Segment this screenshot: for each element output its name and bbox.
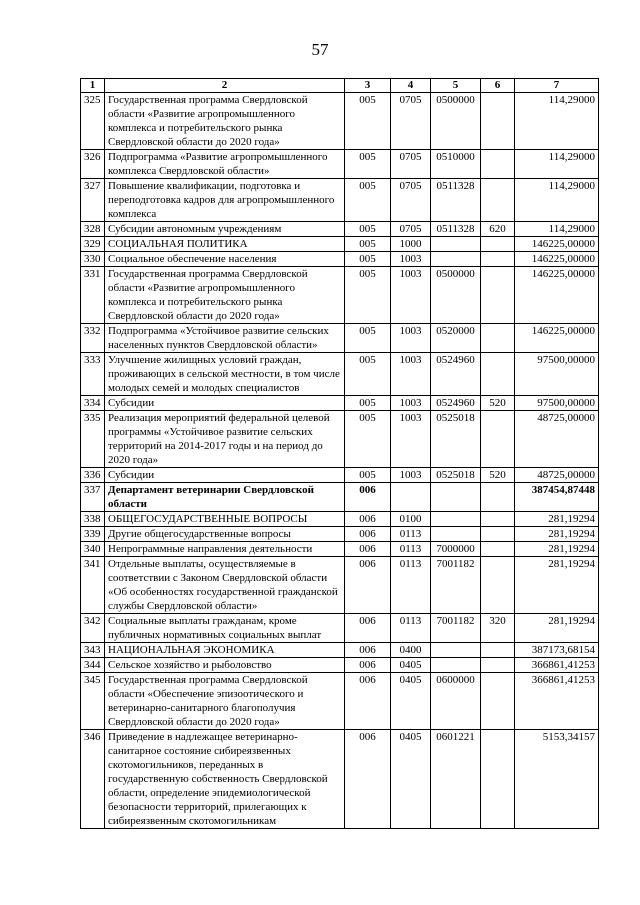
- row-number: 346: [81, 730, 105, 829]
- table-row: [81, 324, 599, 353]
- row-name: Государственная программа Свердловской области «Развитие агропромышленного комплекса и потребительского рынка Свердловской области до 2020 года»: [105, 93, 345, 150]
- row-amount: 281,19294: [515, 542, 599, 557]
- table-body: [81, 93, 599, 829]
- table-row: [81, 252, 599, 267]
- row-section-code: 0405: [391, 658, 431, 673]
- row-ministry-code: 006: [345, 658, 391, 673]
- table-row: [81, 267, 599, 324]
- column-header: 2: [105, 79, 345, 93]
- row-section-code: 0113: [391, 557, 431, 614]
- row-number: 335: [81, 411, 105, 468]
- row-ministry-code: 005: [345, 396, 391, 411]
- row-name: Приведение в надлежащее ветеринарно-санитарное состояние сибиреязвенных скотомогильников, переданных в государственную собственность Свердловской области, определение эпидемиологической безопасности территорий, прилегающих к сибиреязвенным скотомогильникам: [105, 730, 345, 829]
- row-expense-type-code: [481, 150, 515, 179]
- table-header-row: [81, 79, 599, 93]
- row-name: Другие общегосударственные вопросы: [105, 527, 345, 542]
- table-row: [81, 512, 599, 527]
- row-expense-type-code: [481, 353, 515, 396]
- row-name: Реализация мероприятий федеральной целевой программы «Устойчивое развитие сельских территорий на 2014-2017 годы и на период до 2020 года»: [105, 411, 345, 468]
- row-name: Отдельные выплаты, осуществляемые в соответствии с Законом Свердловской области «Об особенностях государственной гражданской службы Свердловской области»: [105, 557, 345, 614]
- row-amount: 366861,41253: [515, 658, 599, 673]
- row-target-code: 7001182: [431, 557, 481, 614]
- column-header: 3: [345, 79, 391, 93]
- row-section-code: 0113: [391, 614, 431, 643]
- row-name: Подпрограмма «Устойчивое развитие сельских населенных пунктов Свердловской области»: [105, 324, 345, 353]
- row-number: 336: [81, 468, 105, 483]
- row-expense-type-code: [481, 542, 515, 557]
- row-name: Государственная программа Свердловской области «Обеспечение эпизоотического и ветеринарно-санитарного благополучия Свердловской области до 2020 года»: [105, 673, 345, 730]
- row-number: 329: [81, 237, 105, 252]
- row-ministry-code: 005: [345, 237, 391, 252]
- row-amount: 114,29000: [515, 93, 599, 150]
- row-section-code: 1003: [391, 468, 431, 483]
- row-target-code: 7000000: [431, 542, 481, 557]
- row-expense-type-code: [481, 673, 515, 730]
- row-target-code: 7001182: [431, 614, 481, 643]
- row-target-code: 0524960: [431, 396, 481, 411]
- row-ministry-code: 005: [345, 324, 391, 353]
- row-amount: 146225,00000: [515, 267, 599, 324]
- row-ministry-code: 006: [345, 614, 391, 643]
- row-section-code: 1000: [391, 237, 431, 252]
- row-section-code: [391, 483, 431, 512]
- table-row: [81, 673, 599, 730]
- row-name: Социальные выплаты гражданам, кроме публичных нормативных социальных выплат: [105, 614, 345, 643]
- row-name: Непрограммные направления деятельности: [105, 542, 345, 557]
- row-amount: 5153,34157: [515, 730, 599, 829]
- row-amount: 97500,00000: [515, 396, 599, 411]
- row-expense-type-code: [481, 252, 515, 267]
- row-amount: 146225,00000: [515, 324, 599, 353]
- row-ministry-code: 006: [345, 527, 391, 542]
- row-expense-type-code: [481, 512, 515, 527]
- row-number: 326: [81, 150, 105, 179]
- row-section-code: 0705: [391, 222, 431, 237]
- row-expense-type-code: [481, 658, 515, 673]
- row-section-code: 1003: [391, 411, 431, 468]
- budget-table: [80, 78, 599, 829]
- row-amount: 281,19294: [515, 557, 599, 614]
- row-ministry-code: 005: [345, 468, 391, 483]
- table-row: [81, 542, 599, 557]
- row-expense-type-code: [481, 557, 515, 614]
- table-row: [81, 658, 599, 673]
- row-ministry-code: 006: [345, 557, 391, 614]
- row-ministry-code: 005: [345, 353, 391, 396]
- row-section-code: 0405: [391, 673, 431, 730]
- row-number: 338: [81, 512, 105, 527]
- row-name: Субсидии: [105, 468, 345, 483]
- row-amount: 146225,00000: [515, 252, 599, 267]
- row-expense-type-code: [481, 483, 515, 512]
- row-expense-type-code: [481, 93, 515, 150]
- row-name: Субсидии: [105, 396, 345, 411]
- row-ministry-code: 006: [345, 673, 391, 730]
- row-name: Государственная программа Свердловской области «Развитие агропромышленного комплекса и потребительского рынка Свердловской области до 2020 года»: [105, 267, 345, 324]
- table-row: [81, 150, 599, 179]
- row-name: Подпрограмма «Развитие агропромышленного комплекса Свердловской области»: [105, 150, 345, 179]
- row-number: 327: [81, 179, 105, 222]
- row-expense-type-code: [481, 411, 515, 468]
- row-expense-type-code: [481, 267, 515, 324]
- row-number: 331: [81, 267, 105, 324]
- row-number: 342: [81, 614, 105, 643]
- row-expense-type-code: [481, 324, 515, 353]
- row-ministry-code: 005: [345, 252, 391, 267]
- row-amount: 114,29000: [515, 222, 599, 237]
- table-row: [81, 411, 599, 468]
- row-expense-type-code: [481, 527, 515, 542]
- row-number: 330: [81, 252, 105, 267]
- row-target-code: 0524960: [431, 353, 481, 396]
- row-number: 325: [81, 93, 105, 150]
- row-name: Сельское хозяйство и рыболовство: [105, 658, 345, 673]
- row-amount: 366861,41253: [515, 673, 599, 730]
- table-row: [81, 643, 599, 658]
- column-header: 5: [431, 79, 481, 93]
- row-ministry-code: 005: [345, 411, 391, 468]
- column-header: 7: [515, 79, 599, 93]
- table-row: [81, 237, 599, 252]
- column-header: 4: [391, 79, 431, 93]
- table-row: [81, 730, 599, 829]
- row-target-code: 0525018: [431, 468, 481, 483]
- row-target-code: 0601221: [431, 730, 481, 829]
- row-section-code: 0705: [391, 150, 431, 179]
- row-target-code: 0510000: [431, 150, 481, 179]
- row-name: Департамент ветеринарии Свердловской области: [105, 483, 345, 512]
- row-expense-type-code: 520: [481, 396, 515, 411]
- row-target-code: 0500000: [431, 267, 481, 324]
- row-section-code: 1003: [391, 324, 431, 353]
- row-ministry-code: 006: [345, 730, 391, 829]
- column-header: 1: [81, 79, 105, 93]
- row-amount: 114,29000: [515, 150, 599, 179]
- table-row: [81, 93, 599, 150]
- row-number: 340: [81, 542, 105, 557]
- row-number: 345: [81, 673, 105, 730]
- row-amount: 281,19294: [515, 614, 599, 643]
- row-expense-type-code: 520: [481, 468, 515, 483]
- table-row: [81, 527, 599, 542]
- row-expense-type-code: 620: [481, 222, 515, 237]
- row-amount: 97500,00000: [515, 353, 599, 396]
- row-number: 334: [81, 396, 105, 411]
- row-number: 341: [81, 557, 105, 614]
- row-amount: 48725,00000: [515, 411, 599, 468]
- table-row: [81, 353, 599, 396]
- column-header: 6: [481, 79, 515, 93]
- row-target-code: [431, 643, 481, 658]
- row-ministry-code: 005: [345, 267, 391, 324]
- row-ministry-code: 005: [345, 93, 391, 150]
- row-target-code: 0525018: [431, 411, 481, 468]
- row-section-code: 1003: [391, 252, 431, 267]
- row-number: 337: [81, 483, 105, 512]
- row-name: Социальное обеспечение населения: [105, 252, 345, 267]
- row-target-code: 0500000: [431, 93, 481, 150]
- row-expense-type-code: [481, 179, 515, 222]
- row-number: 328: [81, 222, 105, 237]
- row-name: НАЦИОНАЛЬНАЯ ЭКОНОМИКА: [105, 643, 345, 658]
- row-target-code: 0511328: [431, 179, 481, 222]
- row-section-code: 0705: [391, 179, 431, 222]
- row-amount: 114,29000: [515, 179, 599, 222]
- table-row: [81, 179, 599, 222]
- row-ministry-code: 005: [345, 222, 391, 237]
- row-section-code: 1003: [391, 353, 431, 396]
- row-target-code: [431, 483, 481, 512]
- row-expense-type-code: [481, 730, 515, 829]
- row-name: ОБЩЕГОСУДАРСТВЕННЫЕ ВОПРОСЫ: [105, 512, 345, 527]
- row-target-code: 0511328: [431, 222, 481, 237]
- row-expense-type-code: [481, 643, 515, 658]
- row-number: 339: [81, 527, 105, 542]
- table-row: [81, 396, 599, 411]
- row-number: 332: [81, 324, 105, 353]
- table-row: [81, 468, 599, 483]
- row-section-code: 0400: [391, 643, 431, 658]
- row-section-code: 0100: [391, 512, 431, 527]
- table-row: [81, 483, 599, 512]
- row-amount: 281,19294: [515, 512, 599, 527]
- row-amount: 146225,00000: [515, 237, 599, 252]
- table-row: [81, 222, 599, 237]
- row-number: 333: [81, 353, 105, 396]
- page-number: 57: [311, 40, 329, 59]
- row-target-code: [431, 237, 481, 252]
- row-section-code: 1003: [391, 396, 431, 411]
- row-number: 344: [81, 658, 105, 673]
- row-ministry-code: 006: [345, 643, 391, 658]
- row-number: 343: [81, 643, 105, 658]
- row-ministry-code: 006: [345, 542, 391, 557]
- row-ministry-code: 006: [345, 483, 391, 512]
- row-amount: 387173,68154: [515, 643, 599, 658]
- row-name: СОЦИАЛЬНАЯ ПОЛИТИКА: [105, 237, 345, 252]
- row-target-code: [431, 252, 481, 267]
- row-name: Улучшение жилищных условий граждан, проживающих в сельской местности, в том числе молодых семей и молодых специалистов: [105, 353, 345, 396]
- row-target-code: 0600000: [431, 673, 481, 730]
- row-expense-type-code: 320: [481, 614, 515, 643]
- row-target-code: 0520000: [431, 324, 481, 353]
- row-ministry-code: 005: [345, 150, 391, 179]
- row-amount: 387454,87448: [515, 483, 599, 512]
- row-section-code: 0113: [391, 542, 431, 557]
- row-target-code: [431, 512, 481, 527]
- row-name: Субсидии автономным учреждениям: [105, 222, 345, 237]
- row-ministry-code: 006: [345, 512, 391, 527]
- row-section-code: 0405: [391, 730, 431, 829]
- row-section-code: 1003: [391, 267, 431, 324]
- row-target-code: [431, 658, 481, 673]
- row-section-code: 0113: [391, 527, 431, 542]
- row-expense-type-code: [481, 237, 515, 252]
- row-ministry-code: 005: [345, 179, 391, 222]
- row-amount: 281,19294: [515, 527, 599, 542]
- table-row: [81, 614, 599, 643]
- row-section-code: 0705: [391, 93, 431, 150]
- row-target-code: [431, 527, 481, 542]
- row-amount: 48725,00000: [515, 468, 599, 483]
- row-name: Повышение квалификации, подготовка и переподготовка кадров для агропромышленного комплекса: [105, 179, 345, 222]
- table-row: [81, 557, 599, 614]
